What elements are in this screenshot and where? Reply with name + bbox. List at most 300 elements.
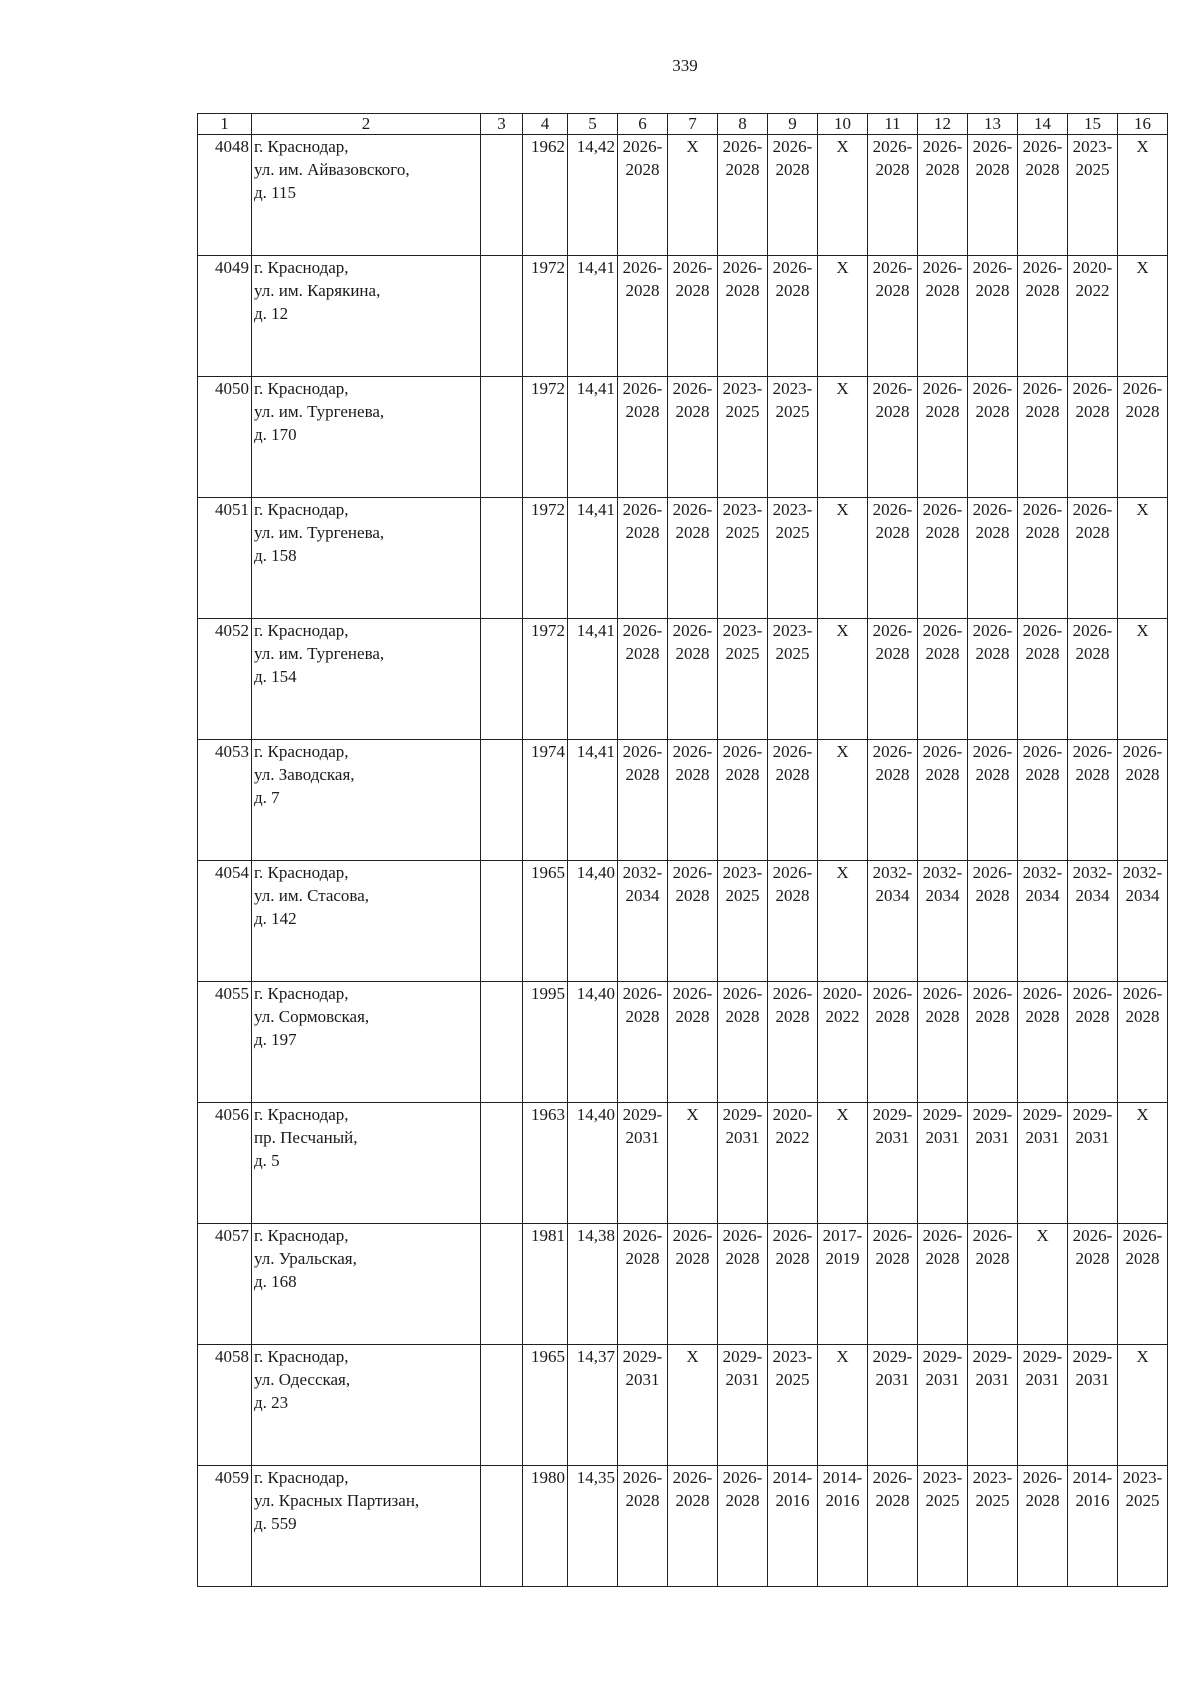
period-cell-col-15 xyxy=(1068,1103,1118,1224)
year-cell: 1965 xyxy=(523,861,568,982)
period-cell-col-14 xyxy=(1018,740,1068,861)
period-value: 2028 xyxy=(1075,765,1110,784)
period-value: 2026- xyxy=(1022,137,1063,156)
period-value: 2026- xyxy=(672,1226,713,1245)
column-header-6: 6 xyxy=(618,114,668,135)
period-value: 2028 xyxy=(675,1007,710,1026)
period-cell-col-7 xyxy=(668,256,718,377)
column-header-5: 5 xyxy=(568,114,618,135)
period-value: 2025 xyxy=(1075,160,1110,179)
period-cell-col-11 xyxy=(868,861,918,982)
period-value: 2032- xyxy=(1072,863,1113,882)
period-cell-col-8 xyxy=(718,1224,768,1345)
area-cell: 14,41 xyxy=(568,498,618,619)
row-number: 4054 xyxy=(198,861,252,982)
period-value: 2025 xyxy=(725,886,760,905)
column-3-cell xyxy=(481,619,523,740)
period-cell-col-11 xyxy=(868,982,918,1103)
period-cell-col-6 xyxy=(618,1224,668,1345)
row-number: 4057 xyxy=(198,1224,252,1345)
period-value: X xyxy=(836,863,849,882)
period-value: 2028 xyxy=(1075,402,1110,421)
area-cell: 14,41 xyxy=(568,619,618,740)
period-cell-col-12 xyxy=(918,1345,968,1466)
period-value: 2026- xyxy=(972,1226,1013,1245)
row-number: 4053 xyxy=(198,740,252,861)
period-cell-col-16 xyxy=(1118,982,1168,1103)
period-cell-col-7 xyxy=(668,135,718,256)
period-value: 2028 xyxy=(875,402,910,421)
period-value: 2025 xyxy=(775,402,810,421)
period-value: 2028 xyxy=(975,765,1010,784)
period-value: 2028 xyxy=(725,1491,760,1510)
period-value: X xyxy=(836,1347,849,1366)
period-value: 2029- xyxy=(722,1347,763,1366)
period-value: 2014- xyxy=(772,1468,813,1487)
period-cell-col-16 xyxy=(1118,861,1168,982)
period-cell-col-10 xyxy=(818,1224,868,1345)
period-value: 2028 xyxy=(625,765,660,784)
area-cell: 14,40 xyxy=(568,982,618,1103)
period-value: 2014- xyxy=(1072,1468,1113,1487)
period-cell-col-7 xyxy=(668,377,718,498)
period-cell-col-14 xyxy=(1018,619,1068,740)
period-value: 2026- xyxy=(972,984,1013,1003)
period-cell-col-10 xyxy=(818,861,868,982)
period-value: 2026- xyxy=(672,863,713,882)
address-cell xyxy=(252,861,481,982)
period-value: 2022 xyxy=(1075,281,1110,300)
period-value: 2026- xyxy=(622,137,663,156)
period-value: 2029- xyxy=(872,1347,913,1366)
period-value: 2028 xyxy=(775,160,810,179)
period-cell-col-6 xyxy=(618,135,668,256)
period-value: 2023- xyxy=(772,1347,813,1366)
period-value: 2026- xyxy=(972,621,1013,640)
table-body xyxy=(198,135,1168,1587)
address-line: д. 5 xyxy=(254,1151,280,1170)
period-cell-col-16 xyxy=(1118,498,1168,619)
period-value: 2023- xyxy=(972,1468,1013,1487)
period-value: 2028 xyxy=(1075,1249,1110,1268)
period-cell-col-10 xyxy=(818,377,868,498)
period-value: 2028 xyxy=(775,281,810,300)
period-value: 2028 xyxy=(1025,1007,1060,1026)
period-value: 2028 xyxy=(875,644,910,663)
address-line: д. 168 xyxy=(254,1272,297,1291)
table-row xyxy=(198,740,1168,861)
year-cell: 1965 xyxy=(523,1345,568,1466)
period-value: 2026- xyxy=(672,258,713,277)
period-value: 2031 xyxy=(1075,1370,1110,1389)
column-header-7: 7 xyxy=(668,114,718,135)
period-value: 2028 xyxy=(975,160,1010,179)
address-line: д. 197 xyxy=(254,1030,297,1049)
period-value: 2028 xyxy=(675,281,710,300)
address-line: д. 115 xyxy=(254,183,297,202)
table-row xyxy=(198,256,1168,377)
period-value: 2026- xyxy=(1122,984,1163,1003)
period-value: 2023- xyxy=(722,500,763,519)
period-value: 2029- xyxy=(922,1347,963,1366)
period-value: 2025 xyxy=(775,1370,810,1389)
area-cell: 14,38 xyxy=(568,1224,618,1345)
table-row xyxy=(198,498,1168,619)
period-value: 2026- xyxy=(622,379,663,398)
period-cell-col-11 xyxy=(868,256,918,377)
area-cell: 14,40 xyxy=(568,861,618,982)
period-value: 2028 xyxy=(1075,523,1110,542)
period-value: 2023- xyxy=(722,379,763,398)
period-value: 2025 xyxy=(1125,1491,1160,1510)
period-cell-col-13 xyxy=(968,982,1018,1103)
period-value: 2028 xyxy=(625,281,660,300)
table-row xyxy=(198,1345,1168,1466)
period-value: 2031 xyxy=(875,1370,910,1389)
period-value: 2025 xyxy=(725,644,760,663)
period-value: 2028 xyxy=(925,1007,960,1026)
period-cell-col-9 xyxy=(768,1103,818,1224)
table-row xyxy=(198,1224,1168,1345)
period-cell-col-10 xyxy=(818,619,868,740)
period-cell-col-8 xyxy=(718,619,768,740)
period-value: 2026- xyxy=(922,500,963,519)
address-line: д. 559 xyxy=(254,1514,297,1533)
period-value: 2026- xyxy=(972,258,1013,277)
period-cell-col-10 xyxy=(818,498,868,619)
period-cell-col-10 xyxy=(818,256,868,377)
column-header-10: 10 xyxy=(818,114,868,135)
period-value: 2026- xyxy=(972,500,1013,519)
period-value: 2026- xyxy=(1072,984,1113,1003)
period-value: 2029- xyxy=(622,1347,663,1366)
address-line: пр. Песчаный, xyxy=(254,1128,358,1147)
period-cell-col-6 xyxy=(618,619,668,740)
column-header-9: 9 xyxy=(768,114,818,135)
address-line: д. 158 xyxy=(254,546,297,565)
period-value: 2028 xyxy=(1025,523,1060,542)
period-cell-col-8 xyxy=(718,498,768,619)
period-cell-col-10 xyxy=(818,982,868,1103)
period-cell-col-7 xyxy=(668,1466,718,1587)
address-line: г. Краснодар, xyxy=(254,621,349,640)
period-value: 2028 xyxy=(925,1249,960,1268)
period-cell-col-15 xyxy=(1068,256,1118,377)
address-line: ул. им. Айвазовского, xyxy=(254,160,410,179)
period-cell-col-12 xyxy=(918,619,968,740)
period-cell-col-6 xyxy=(618,1103,668,1224)
period-value: 2028 xyxy=(675,523,710,542)
period-value: 2031 xyxy=(1025,1370,1060,1389)
period-value: 2029- xyxy=(972,1347,1013,1366)
period-value: 2028 xyxy=(1025,160,1060,179)
period-cell-col-14 xyxy=(1018,861,1068,982)
address-line: ул. им. Карякина, xyxy=(254,281,381,300)
period-cell-col-11 xyxy=(868,740,918,861)
period-value: 2028 xyxy=(775,1007,810,1026)
period-value: 2026- xyxy=(972,863,1013,882)
address-line: ул. Уральская, xyxy=(254,1249,357,1268)
period-value: 2028 xyxy=(975,402,1010,421)
period-value: 2028 xyxy=(725,765,760,784)
period-value: 2026- xyxy=(872,621,913,640)
address-cell xyxy=(252,1345,481,1466)
period-value: 2031 xyxy=(875,1128,910,1147)
period-value: 2026- xyxy=(722,137,763,156)
column-header-13: 13 xyxy=(968,114,1018,135)
period-value: 2026- xyxy=(722,984,763,1003)
period-cell-col-8 xyxy=(718,1345,768,1466)
address-cell xyxy=(252,982,481,1103)
period-value: 2028 xyxy=(875,160,910,179)
period-value: 2028 xyxy=(675,644,710,663)
address-line: г. Краснодар, xyxy=(254,1347,349,1366)
period-cell-col-14 xyxy=(1018,1224,1068,1345)
address-line: ул. Одесская, xyxy=(254,1370,351,1389)
period-value: 2026- xyxy=(772,137,813,156)
period-value: 2028 xyxy=(875,765,910,784)
period-cell-col-11 xyxy=(868,1224,918,1345)
column-header-2: 2 xyxy=(252,114,481,135)
address-line: г. Краснодар, xyxy=(254,379,349,398)
period-value: 2026- xyxy=(922,137,963,156)
period-value: 2025 xyxy=(775,523,810,542)
year-cell: 1995 xyxy=(523,982,568,1103)
address-line: ул. им. Тургенева, xyxy=(254,523,385,542)
row-number: 4055 xyxy=(198,982,252,1103)
period-value: 2028 xyxy=(625,402,660,421)
period-cell-col-13 xyxy=(968,498,1018,619)
table-row xyxy=(198,619,1168,740)
period-value: 2026- xyxy=(672,621,713,640)
period-value: 2028 xyxy=(975,1007,1010,1026)
period-value: 2023- xyxy=(1072,137,1113,156)
period-cell-col-8 xyxy=(718,1103,768,1224)
address-line: г. Краснодар, xyxy=(254,984,349,1003)
page-number: 339 xyxy=(672,56,698,75)
period-cell-col-14 xyxy=(1018,982,1068,1103)
period-value: 2028 xyxy=(725,160,760,179)
period-cell-col-13 xyxy=(968,1224,1018,1345)
address-line: г. Краснодар, xyxy=(254,1105,349,1124)
period-value: 2031 xyxy=(975,1370,1010,1389)
column-3-cell xyxy=(481,1345,523,1466)
period-cell-col-12 xyxy=(918,377,968,498)
period-cell-col-15 xyxy=(1068,377,1118,498)
period-cell-col-14 xyxy=(1018,1103,1068,1224)
period-cell-col-7 xyxy=(668,498,718,619)
period-value: 2026- xyxy=(922,742,963,761)
period-cell-col-15 xyxy=(1068,740,1118,861)
area-cell: 14,41 xyxy=(568,377,618,498)
period-cell-col-7 xyxy=(668,1345,718,1466)
period-value: 2026- xyxy=(922,984,963,1003)
period-value: 2020- xyxy=(772,1105,813,1124)
period-cell-col-7 xyxy=(668,1224,718,1345)
period-value: 2026- xyxy=(772,984,813,1003)
address-cell xyxy=(252,1224,481,1345)
period-value: 2026- xyxy=(722,258,763,277)
period-value: 2028 xyxy=(1025,281,1060,300)
period-cell-col-9 xyxy=(768,377,818,498)
address-cell xyxy=(252,1103,481,1224)
period-value: X xyxy=(1136,258,1149,277)
period-value: X xyxy=(1136,137,1149,156)
period-value: 2026- xyxy=(872,984,913,1003)
period-value: 2028 xyxy=(1125,765,1160,784)
period-cell-col-15 xyxy=(1068,498,1118,619)
period-value: 2031 xyxy=(925,1370,960,1389)
column-header-8: 8 xyxy=(718,114,768,135)
period-value: 2034 xyxy=(925,886,960,905)
period-value: 2026- xyxy=(1022,1468,1063,1487)
period-value: X xyxy=(836,500,849,519)
period-value: X xyxy=(1136,621,1149,640)
period-value: 2026- xyxy=(622,1226,663,1245)
column-3-cell xyxy=(481,377,523,498)
period-value: 2026- xyxy=(922,258,963,277)
period-value: 2028 xyxy=(925,402,960,421)
period-cell-col-16 xyxy=(1118,619,1168,740)
period-value: X xyxy=(836,1105,849,1124)
period-cell-col-13 xyxy=(968,619,1018,740)
period-value: X xyxy=(836,379,849,398)
period-cell-col-8 xyxy=(718,1466,768,1587)
period-cell-col-12 xyxy=(918,1224,968,1345)
period-value: X xyxy=(836,258,849,277)
period-value: 2034 xyxy=(625,886,660,905)
address-line: г. Краснодар, xyxy=(254,1226,349,1245)
period-value: 2028 xyxy=(725,1249,760,1268)
period-value: 2028 xyxy=(775,1249,810,1268)
period-cell-col-16 xyxy=(1118,740,1168,861)
address-line: г. Краснодар, xyxy=(254,137,349,156)
period-value: 2028 xyxy=(675,1491,710,1510)
address-line: г. Краснодар, xyxy=(254,742,349,761)
period-value: 2026- xyxy=(772,258,813,277)
row-number: 4050 xyxy=(198,377,252,498)
period-value: 2028 xyxy=(675,886,710,905)
period-value: 2031 xyxy=(725,1128,760,1147)
column-number-row xyxy=(198,114,1168,135)
period-value: 2026- xyxy=(972,379,1013,398)
area-cell: 14,41 xyxy=(568,256,618,377)
period-value: 2026- xyxy=(972,137,1013,156)
period-cell-col-12 xyxy=(918,861,968,982)
row-number: 4048 xyxy=(198,135,252,256)
period-value: 2028 xyxy=(975,886,1010,905)
period-value: 2026- xyxy=(872,379,913,398)
period-value: 2022 xyxy=(825,1007,860,1026)
period-value: 2026- xyxy=(1072,621,1113,640)
period-cell-col-6 xyxy=(618,498,668,619)
period-cell-col-7 xyxy=(668,619,718,740)
period-value: 2028 xyxy=(925,281,960,300)
period-value: 2028 xyxy=(725,1007,760,1026)
address-cell xyxy=(252,377,481,498)
period-cell-col-16 xyxy=(1118,1103,1168,1224)
period-cell-col-8 xyxy=(718,740,768,861)
table-row xyxy=(198,861,1168,982)
period-cell-col-15 xyxy=(1068,1345,1118,1466)
period-value: 2028 xyxy=(1025,1491,1060,1510)
period-value: 2026- xyxy=(972,742,1013,761)
period-value: 2029- xyxy=(722,1105,763,1124)
period-value: 2026- xyxy=(622,500,663,519)
period-cell-col-13 xyxy=(968,740,1018,861)
period-value: 2026- xyxy=(872,258,913,277)
period-cell-col-16 xyxy=(1118,377,1168,498)
period-value: 2028 xyxy=(1025,402,1060,421)
period-value: 2026- xyxy=(922,1226,963,1245)
period-value: 2034 xyxy=(1125,886,1160,905)
period-value: 2016 xyxy=(775,1491,810,1510)
column-header-4: 4 xyxy=(523,114,568,135)
address-line: д. 154 xyxy=(254,667,297,686)
area-cell: 14,40 xyxy=(568,1103,618,1224)
period-value: 2026- xyxy=(1022,500,1063,519)
period-cell-col-9 xyxy=(768,861,818,982)
period-cell-col-10 xyxy=(818,135,868,256)
period-cell-col-6 xyxy=(618,740,668,861)
period-value: 2029- xyxy=(1072,1347,1113,1366)
period-value: 2025 xyxy=(925,1491,960,1510)
period-value: 2028 xyxy=(625,523,660,542)
period-cell-col-6 xyxy=(618,982,668,1103)
period-value: 2026- xyxy=(1022,984,1063,1003)
period-cell-col-8 xyxy=(718,256,768,377)
housing-registry-table xyxy=(197,113,1168,1587)
period-value: 2026- xyxy=(1122,1226,1163,1245)
period-value: 2023- xyxy=(722,863,763,882)
period-cell-col-7 xyxy=(668,1103,718,1224)
period-value: 2026- xyxy=(1072,500,1113,519)
period-value: 2031 xyxy=(1025,1128,1060,1147)
period-cell-col-14 xyxy=(1018,377,1068,498)
period-value: 2020- xyxy=(822,984,863,1003)
period-value: 2031 xyxy=(1075,1128,1110,1147)
column-header-11: 11 xyxy=(868,114,918,135)
column-3-cell xyxy=(481,861,523,982)
column-3-cell xyxy=(481,256,523,377)
period-cell-col-7 xyxy=(668,982,718,1103)
period-value: X xyxy=(686,137,699,156)
column-3-cell xyxy=(481,135,523,256)
period-cell-col-12 xyxy=(918,1466,968,1587)
period-value: 2028 xyxy=(1125,1007,1160,1026)
period-value: 2032- xyxy=(872,863,913,882)
period-cell-col-13 xyxy=(968,135,1018,256)
period-cell-col-8 xyxy=(718,377,768,498)
period-cell-col-16 xyxy=(1118,256,1168,377)
column-header-14: 14 xyxy=(1018,114,1068,135)
period-value: X xyxy=(836,137,849,156)
period-cell-col-9 xyxy=(768,256,818,377)
period-cell-col-9 xyxy=(768,135,818,256)
address-cell xyxy=(252,740,481,861)
period-value: 2029- xyxy=(1022,1105,1063,1124)
period-value: 2026- xyxy=(1072,1226,1113,1245)
period-value: 2019 xyxy=(825,1249,860,1268)
column-header-16: 16 xyxy=(1118,114,1168,135)
column-3-cell xyxy=(481,740,523,861)
period-value: 2028 xyxy=(775,765,810,784)
period-value: 2028 xyxy=(875,1249,910,1268)
year-cell: 1972 xyxy=(523,619,568,740)
period-value: 2028 xyxy=(875,1007,910,1026)
period-value: 2026- xyxy=(1072,742,1113,761)
period-value: 2028 xyxy=(975,644,1010,663)
